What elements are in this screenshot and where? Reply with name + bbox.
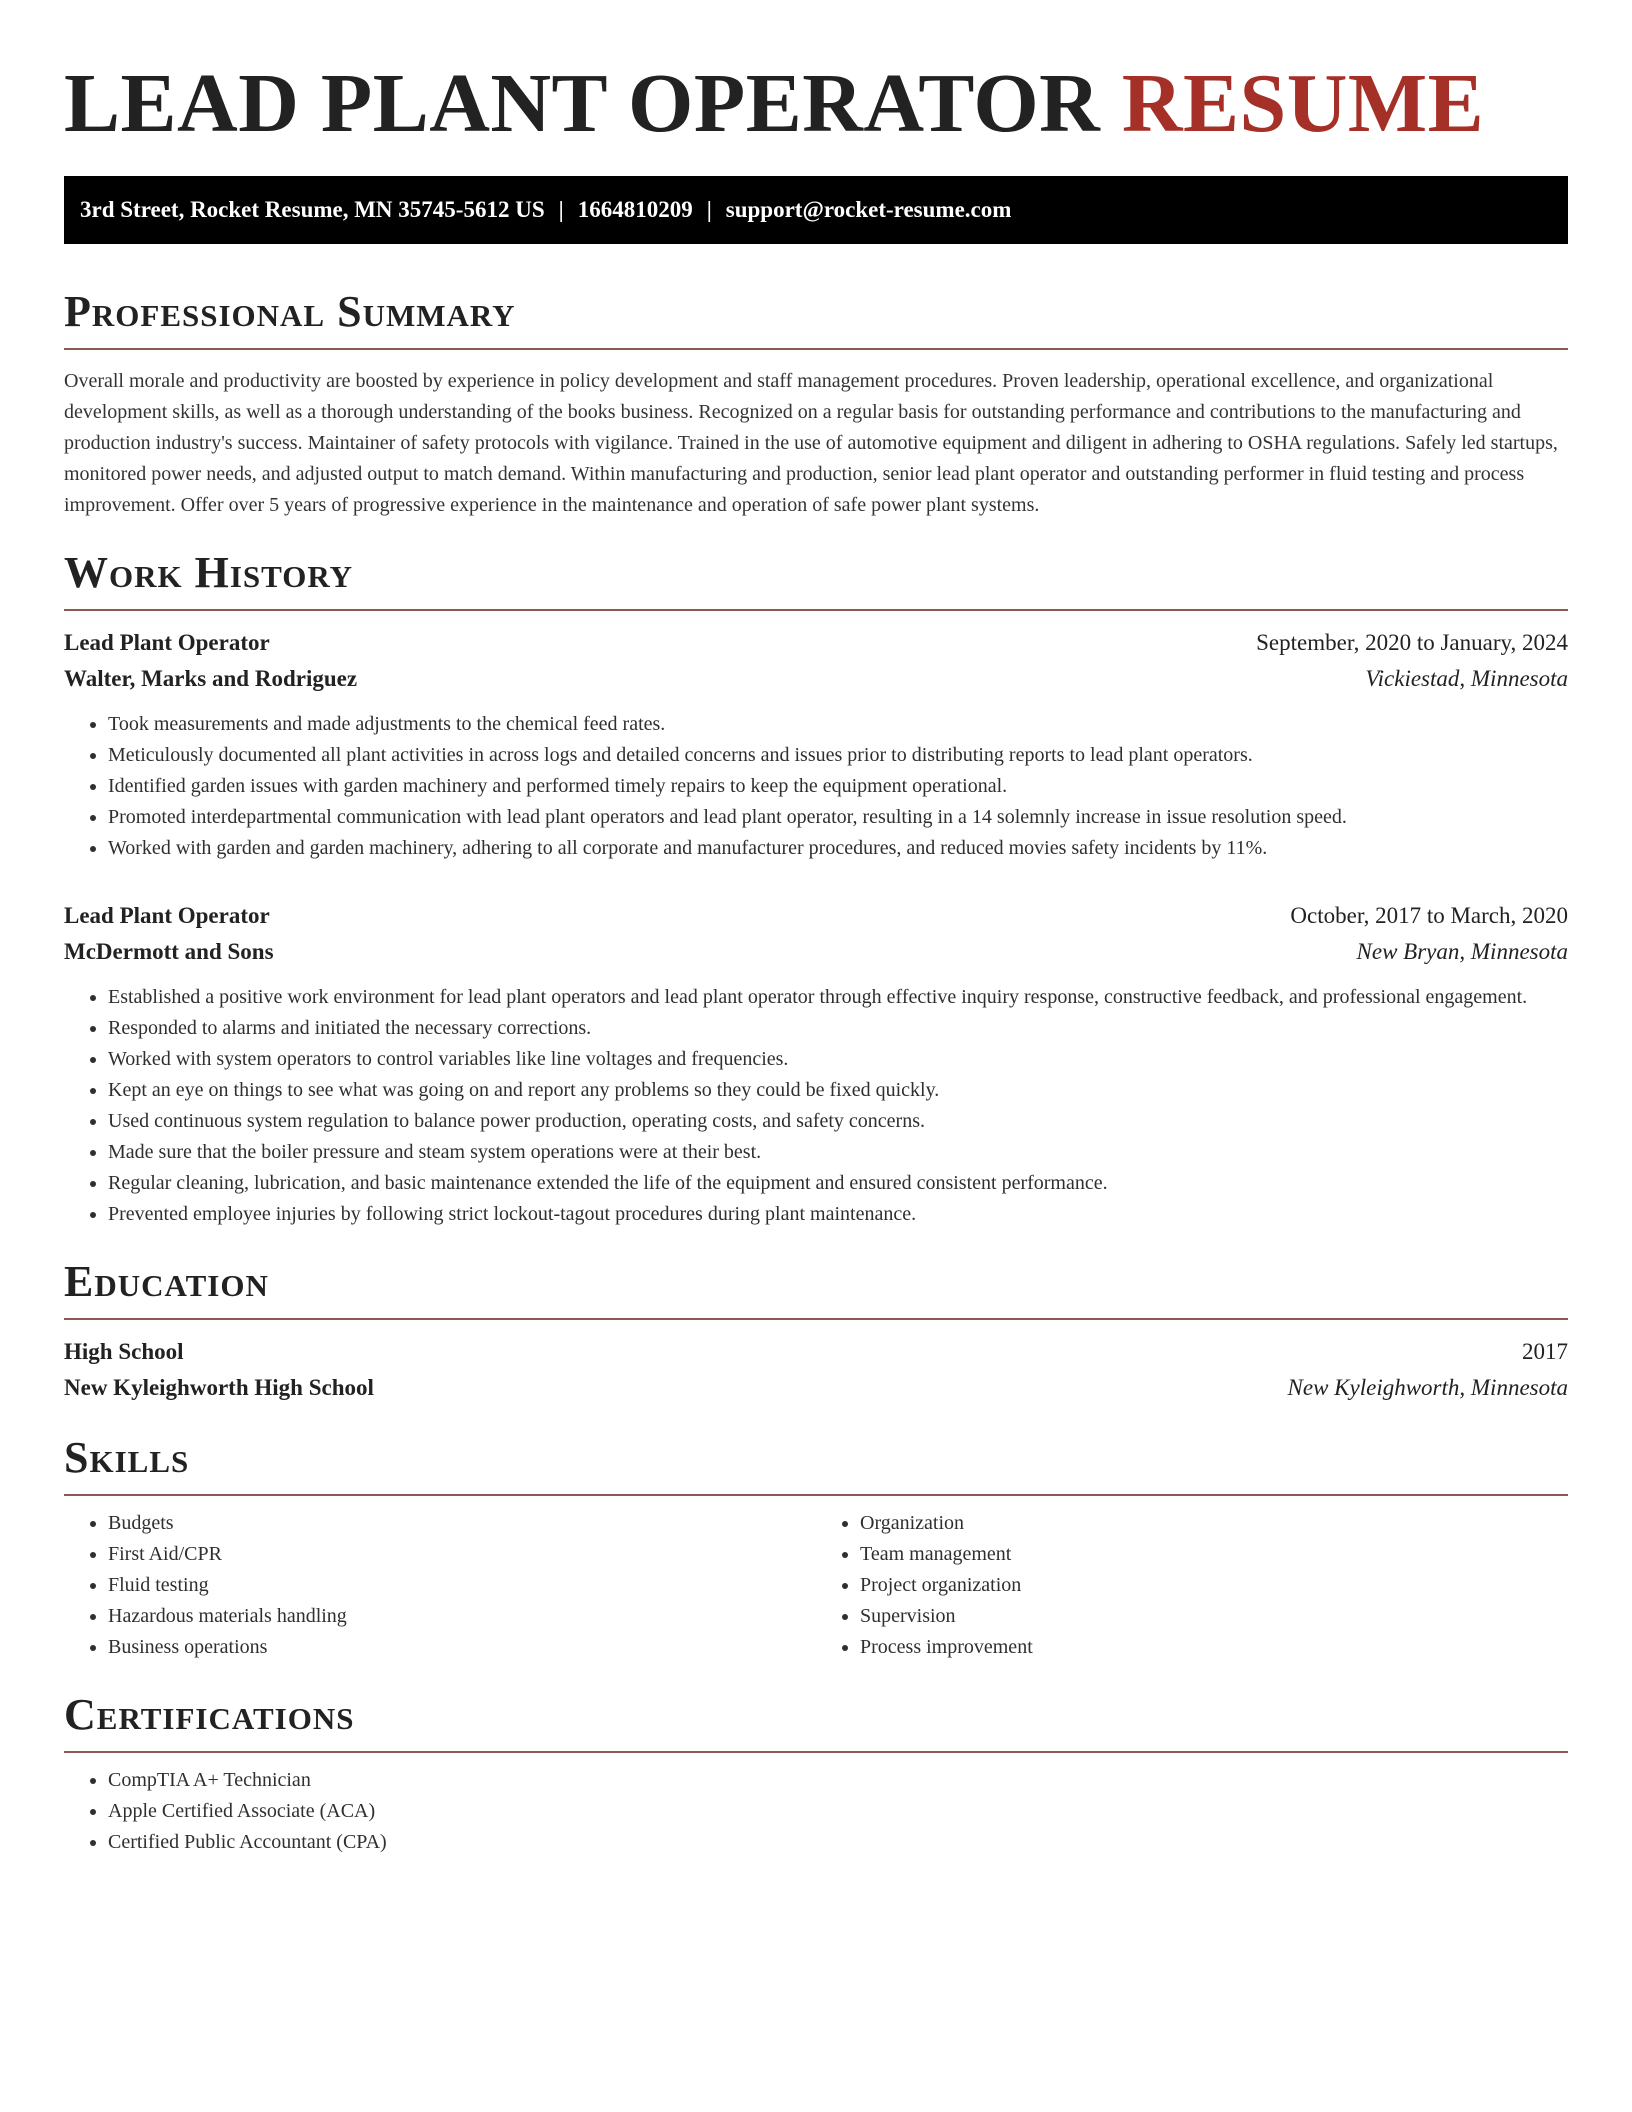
job-company-row (64, 934, 1568, 970)
list-item: • Established a positive work environment for lead plant operators and lead plant operator through effective inquiry response, constructive feedback, and professional engagement. (108, 982, 1568, 1013)
list-item: • Used continuous system regulation to balance power production, operating costs, and safety concerns. (108, 1106, 1568, 1137)
skill-item: • Team management (860, 1539, 1568, 1570)
job-company: Walter, Marks and Rodriguez (64, 666, 358, 691)
education-school-row (64, 1370, 1568, 1406)
certifications-heading: Certifications (64, 1690, 355, 1739)
resume-title (64, 56, 1568, 152)
summary-heading: Professional Summary (64, 287, 516, 336)
job-header-row (64, 898, 1568, 934)
education-school: New Kyleighworth High School (64, 1375, 374, 1400)
contact-email: support@rocket-resume.com (725, 197, 1012, 222)
contact-separator: | (706, 197, 712, 222)
section-divider (64, 1318, 1568, 1320)
certification-item: • CompTIA A+ Technician (108, 1765, 1568, 1796)
education-section (64, 1256, 1568, 1406)
education-year: 2017 (1522, 1339, 1568, 1364)
list-item: • Kept an eye on things to see what was going on and report any problems so they could be fixed quickly. (108, 1075, 1568, 1106)
contact-phone: 1664810209 (577, 197, 693, 222)
section-divider (64, 348, 1568, 350)
job-bullets (64, 982, 1568, 1230)
list-item: • Prevented employee injuries by following strict lockout-tagout procedures during plant maintenance. (108, 1199, 1568, 1230)
skills-list-left (64, 1508, 816, 1663)
education-degree: High School (64, 1339, 184, 1364)
list-item: • Promoted interdepartmental communication with lead plant operators and lead plant operator, resulting in a 14 solemnly increase in issue resolution speed. (108, 802, 1568, 833)
section-divider (64, 1494, 1568, 1496)
job-dates: September, 2020 to January, 2024 (1256, 630, 1568, 655)
job-header-row (64, 625, 1568, 661)
job-entry (64, 625, 1568, 864)
title-accent: RESUME (1121, 57, 1485, 150)
skill-item: • Organization (860, 1508, 1568, 1539)
certifications-list (64, 1765, 1568, 1858)
certification-item: • Certified Public Accountant (CPA) (108, 1827, 1568, 1858)
list-item: • Responded to alarms and initiated the necessary corrections. (108, 1013, 1568, 1044)
skill-item: • Fluid testing (108, 1570, 816, 1601)
job-bullets (64, 709, 1568, 864)
education-heading: Education (64, 1257, 269, 1306)
list-item: • Regular cleaning, lubrication, and basic maintenance extended the life of the equipment and ensured consistent performance. (108, 1168, 1568, 1199)
contact-separator: | (558, 197, 564, 222)
contact-bar (64, 176, 1568, 244)
job-location: Vickiestad, Minnesota (1365, 666, 1568, 691)
job-title: Lead Plant Operator (64, 903, 270, 928)
list-item: • Took measurements and made adjustments to the chemical feed rates. (108, 709, 1568, 740)
title-main: LEAD PLANT OPERATOR (64, 57, 1101, 150)
summary-section (64, 286, 1568, 521)
job-company-row (64, 661, 1568, 697)
job-company: McDermott and Sons (64, 939, 274, 964)
list-item: • Worked with garden and garden machinery, adhering to all corporate and manufacturer procedures, and reduced movies safety incidents by 11%. (108, 833, 1568, 864)
skill-item: • Process improvement (860, 1632, 1568, 1663)
education-entry (64, 1334, 1568, 1406)
skills-section (64, 1432, 1568, 1663)
contact-address: 3rd Street, Rocket Resume, MN 35745-5612 US (80, 197, 545, 222)
list-item: • Made sure that the boiler pressure and steam system operations were at their best. (108, 1137, 1568, 1168)
skill-item: • Project organization (860, 1570, 1568, 1601)
skill-item: • First Aid/CPR (108, 1539, 816, 1570)
section-divider (64, 609, 1568, 611)
skills-heading: Skills (64, 1433, 190, 1482)
job-entry (64, 898, 1568, 1230)
skills-list-right (816, 1508, 1568, 1663)
education-header-row (64, 1334, 1568, 1370)
skill-item: • Hazardous materials handling (108, 1601, 816, 1632)
work-history-section (64, 547, 1568, 1230)
list-item: • Worked with system operators to control variables like line voltages and frequencies. (108, 1044, 1568, 1075)
job-dates: October, 2017 to March, 2020 (1290, 903, 1568, 928)
certifications-section (64, 1689, 1568, 1858)
work-history-heading: Work History (64, 548, 354, 597)
education-location: New Kyleighworth, Minnesota (1287, 1375, 1568, 1400)
skills-grid (64, 1508, 1568, 1663)
certification-item: • Apple Certified Associate (ACA) (108, 1796, 1568, 1827)
job-title: Lead Plant Operator (64, 630, 270, 655)
summary-text: Overall morale and productivity are boosted by experience in policy development and staff management procedures. Proven leadership, operational excellence, and organizational development skills, as well as a thorough understanding of the books business. Recognized on a regular basis for outstanding performance and contributions to the manufacturing and production industry's success. Maintainer of safety protocols with vigilance. Trained in the use of automotive equipment and diligent in adhering to OSHA regulations. Safely led startups, monitored power needs, and adjusted output to match demand. Within manufacturing and production, senior lead plant operator and outstanding performer in fluid testing and process improvement. Offer over 5 years of progressive experience in the maintenance and operation of safe power plant systems. (64, 370, 1558, 516)
section-divider (64, 1751, 1568, 1753)
list-item: • Identified garden issues with garden machinery and performed timely repairs to keep the equipment operational. (108, 771, 1568, 802)
job-location: New Bryan, Minnesota (1356, 939, 1568, 964)
skill-item: • Budgets (108, 1508, 816, 1539)
skill-item: • Business operations (108, 1632, 816, 1663)
skill-item: • Supervision (860, 1601, 1568, 1632)
list-item: • Meticulously documented all plant activities in across logs and detailed concerns and issues prior to distributing reports to lead plant operators. (108, 740, 1568, 771)
